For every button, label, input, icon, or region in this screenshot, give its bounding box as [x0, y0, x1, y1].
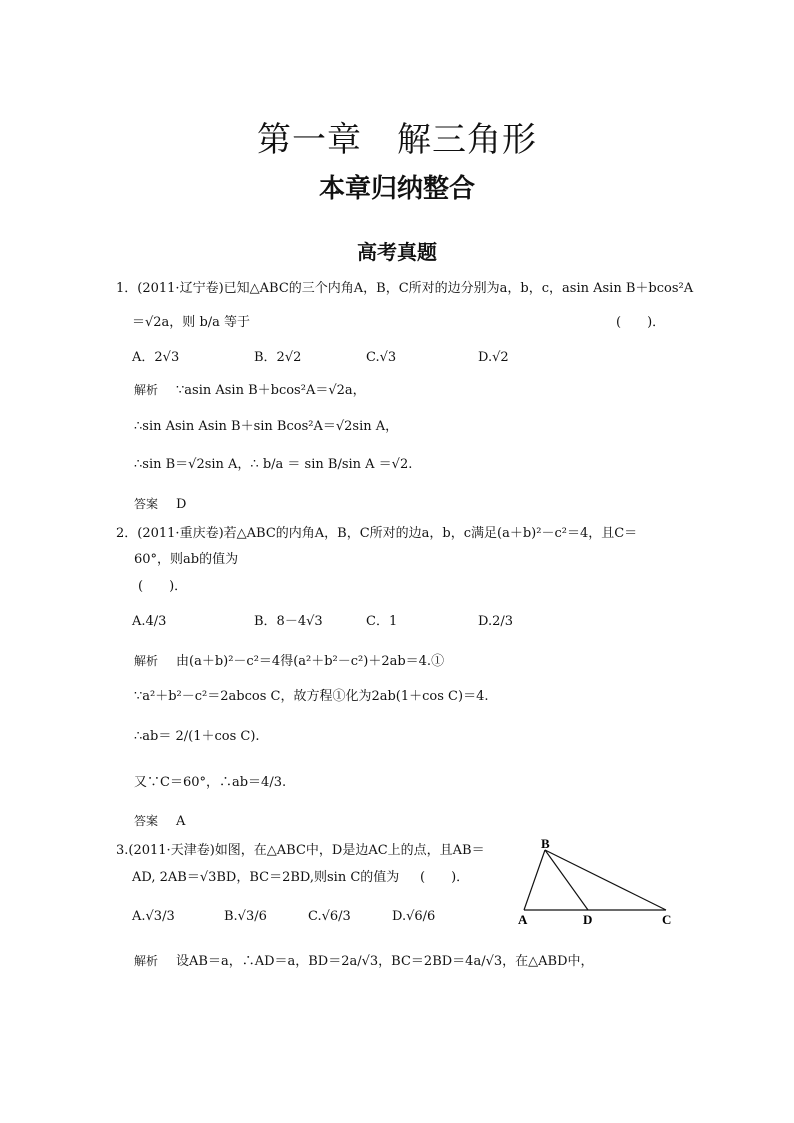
- vertex-label-b: B: [541, 836, 550, 851]
- problem-2-answer: A: [176, 814, 186, 829]
- triangle-segment-bd: [545, 850, 588, 910]
- section-title: 高考真题: [357, 240, 437, 264]
- problem-2-stem-line-2: 60°，则ab的值为: [134, 552, 239, 567]
- problem-2-analysis-1: 由(a＋b)²－c²＝4得(a²＋b²－c²)＋2ab＝4.①: [176, 654, 445, 669]
- problem-1-analysis-1: ∵asin Asin B＋bcos²A＝√2a，: [176, 383, 366, 398]
- problem-3-number: 3.: [116, 843, 129, 858]
- chapter-title: 第一章 解三角形: [257, 120, 537, 160]
- problem-3-option-b: B.√3/6: [224, 909, 267, 924]
- problem-2-stem-a: 若△ABC的内角A，B，C所对的边a，b，c满足(a＋b)²－c²＝4，且C＝: [223, 526, 638, 541]
- problem-1-source: (2011·辽宁卷): [137, 281, 224, 296]
- problem-2-analysis-3: ∴ab＝ 2/(1＋cos C).: [134, 729, 260, 744]
- problem-1-blank: ( )．: [616, 315, 666, 330]
- problem-2-answer-label: 答案: [134, 814, 159, 828]
- vertex-label-a: A: [518, 912, 528, 927]
- problem-2-number: 2．: [116, 526, 138, 541]
- problem-1-stem-a: 已知△ABC的三个内角A，B，C所对的边分别为a，b，c，asin Asin B＋bcos²A: [223, 281, 694, 296]
- problem-1-stem-line-1: [116, 282, 693, 295]
- problem-3-stem-line-2: AD, 2AB＝√3BD，BC＝2BD,则sin C的值为: [132, 870, 400, 885]
- problem-1-analysis-2: ∴sin Asin Asin B＋sin Bcos²A＝√2sin A，: [134, 419, 399, 434]
- problem-3-analysis-label: 解析: [134, 954, 159, 968]
- problem-2-source: (2011·重庆卷): [137, 526, 224, 541]
- problem-1-option-a: A．2√3: [132, 350, 180, 365]
- problem-1-answer-label: 答案: [134, 497, 159, 511]
- problem-1-answer: D: [176, 497, 187, 512]
- problem-3-option-d: D.√6/6: [392, 909, 436, 924]
- vertex-label-c: C: [662, 912, 672, 927]
- problem-2-analysis-4: 又∵C＝60°，∴ab＝4/3.: [134, 775, 287, 790]
- triangle-side-ab: [524, 850, 545, 910]
- triangle-figure: [508, 836, 688, 932]
- problem-2-stem-line-1: [116, 527, 637, 540]
- chapter-subtitle: 本章归纳整合: [318, 174, 475, 204]
- triangle-side-bc: [545, 850, 666, 910]
- problem-2-option-c: C．1: [366, 614, 398, 629]
- problem-1-stem-b: ＝√2a，则 b/a 等于: [132, 315, 251, 330]
- problem-1-option-d: D.√2: [478, 350, 509, 365]
- problem-3-source: (2011·天津卷): [128, 843, 215, 858]
- problem-1-analysis-label: 解析: [134, 383, 159, 397]
- problem-2-analysis-label: 解析: [134, 654, 159, 668]
- problem-2-option-b: B．8－4√3: [254, 614, 323, 629]
- problem-1-stem-line-2: [132, 316, 250, 329]
- problem-3-stem-a: 如图，在△ABC中，D是边AC上的点，且AB＝: [214, 843, 485, 858]
- problem-3-stem-line-1: [116, 844, 485, 857]
- problem-3-option-c: C.√6/3: [308, 909, 351, 924]
- problem-3-analysis-1: 设AB＝a，∴AD＝a，BD＝2a/√3，BC＝2BD＝4a/√3，在△ABD中，: [176, 954, 594, 969]
- problem-2-option-d: D.2/3: [478, 614, 514, 629]
- problem-2-option-a: A.4/3: [132, 614, 167, 629]
- problem-2-blank: ( )．: [138, 579, 188, 594]
- problem-3-blank: ( )．: [420, 870, 470, 885]
- problem-1-option-c: C.√3: [366, 350, 397, 365]
- problem-1-option-b: B．2√2: [254, 350, 302, 365]
- problem-3-option-a: A.√3/3: [132, 909, 175, 924]
- vertex-label-d: D: [583, 912, 593, 927]
- problem-1-number: 1．: [116, 281, 138, 296]
- problem-2-analysis-2: ∵a²＋b²－c²＝2abcos C，故方程①化为2ab(1＋cos C)＝4.: [134, 689, 489, 704]
- problem-1-analysis-3: ∴sin B＝√2sin A，∴ b/a ＝ sin B/sin A ＝√2.: [134, 457, 413, 472]
